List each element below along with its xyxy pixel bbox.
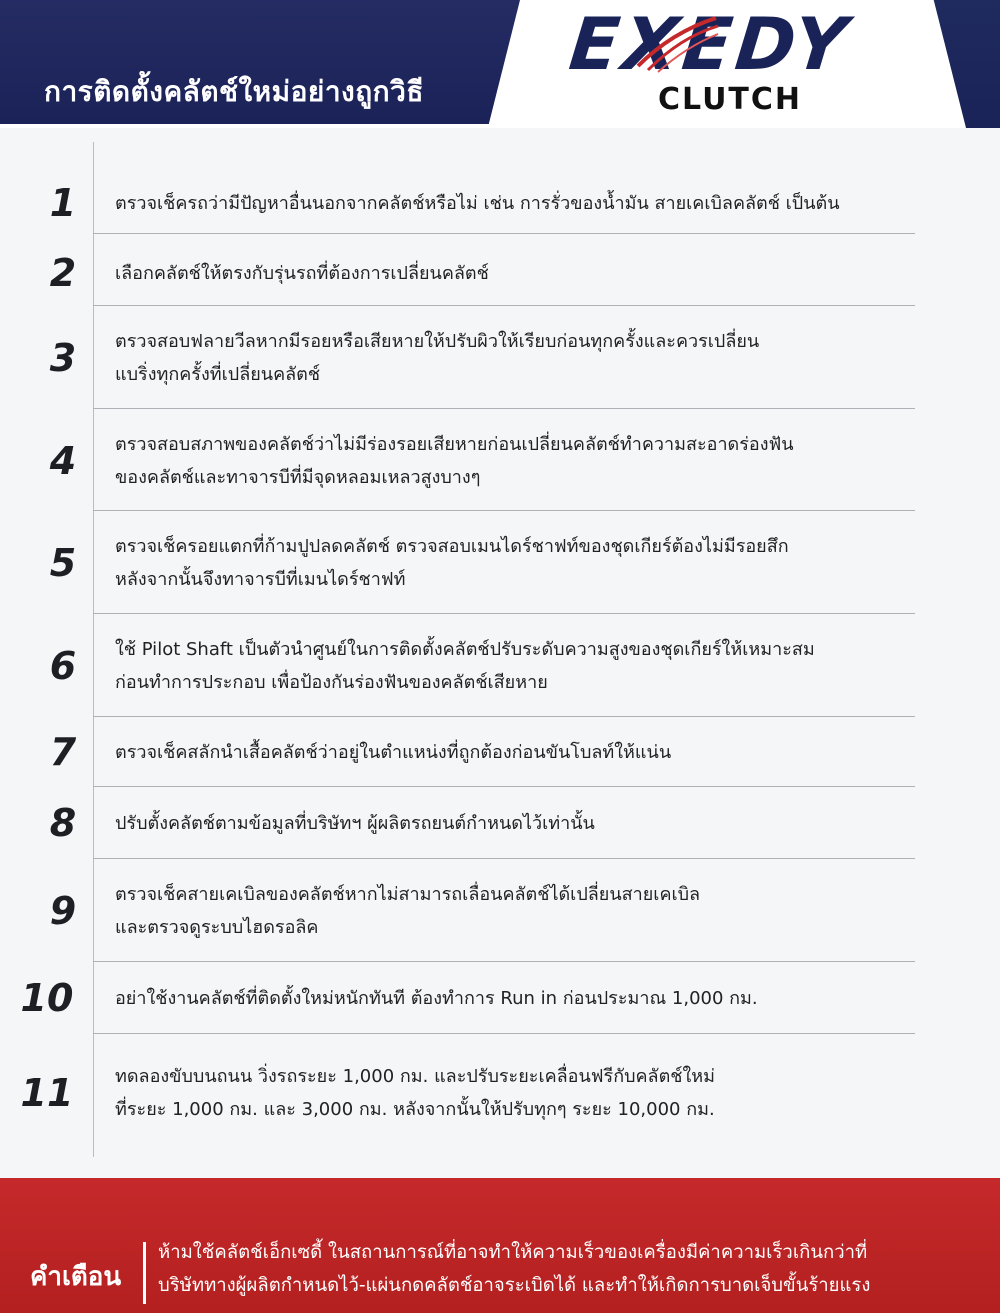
step-item [0,788,1000,858]
warning-text: ห้ามใช้คลัตช์เอ็กเซดี้ ในสถานการณ์ที่อาจทำให้ความเร็วของเครื่องมีค่าความเร็วเกินกว่าที่ บริษัททางผู้ผลิตกำหนดไว้-แผ่นกดคลัตช์อาจระเบิดได้ และทำให้เกิดการบาดเจ็บขั้นร้ายแรง [158,1242,871,1296]
exedy-logo [565,2,910,118]
step-item [0,240,1000,306]
step-text: อย่าใช้งานคลัตช์ที่ติดตั้งใหม่หนักทันที ต้องทำการ Run in ก่อนประมาณ 1,000 กม. [115,988,758,1009]
step-number: 11 [20,1071,74,1115]
step-item [0,170,1000,236]
step-number: 8 [49,801,77,845]
step-item [0,307,1000,409]
step-text: ตรวจเช็คสายเคเบิลของคลัตช์หากไม่สามารถเลื่อนคลัตช์ได้เปลี่ยนสายเคเบิล และตรวจดูระบบไฮดรอลิค [115,884,701,938]
step-separator [93,233,915,234]
step-text: ตรวจเช็ครอยแตกที่ก้ามปูปลดคลัตช์ ตรวจสอบเมนไดร์ชาฟท์ของชุดเกียร์ต้องไม่มีรอยสึก หลังจากนั้นจึงทาจารบีที่เมนไดร์ชาฟท์ [115,536,789,590]
step-number: 2 [49,251,77,295]
page-title: การติดตั้งคลัตช์ใหม่อย่างถูกวิธี [44,75,424,108]
step-number: 1 [49,181,77,225]
step-text: ตรวจเช็คสลักนำเสื้อคลัตช์ว่าอยู่ในตำแหน่งที่ถูกต้องก่อนขันโบลท์ให้แน่น [115,742,672,763]
step-separator [93,613,915,614]
step-item [0,615,1000,717]
step-item [0,860,1000,962]
step-separator [93,1033,915,1034]
warning-divider [143,1242,146,1304]
step-separator [93,716,915,717]
step-separator [93,305,915,306]
step-text: ทดลองขับบนถนน วิ่งรถระยะ 1,000 กม. และปรับระยะเคลื่อนฟรีกับคลัตช์ใหม่ ที่ระยะ 1,000 กม. และ 3,000 กม. หลังจากนั้นให้ปรับทุกๆ ระยะ 10,000 กม. [115,1066,716,1120]
logo-subtitle: CLUTCH [658,82,803,117]
step-number: 10 [20,976,74,1020]
step-separator [93,408,915,409]
step-text: ตรวจสอบฟลายวีลหากมีรอยหรือเสียหายให้ปรับผิวให้เรียบก่อนทุกครั้งและควรเปลี่ยน แบริ่งทุกครั้งที่เปลี่ยนคลัตช์ [115,331,760,385]
step-number: 5 [49,541,77,585]
step-separator [93,858,915,859]
step-number: 4 [49,439,77,483]
step-item [0,718,1000,786]
step-item [0,410,1000,512]
step-text: เลือกคลัตช์ให้ตรงกับรุ่นรถที่ต้องการเปลี่ยนคลัตช์ [115,263,489,284]
step-number: 6 [49,644,77,688]
step-item [0,1035,1000,1150]
step-number: 3 [49,336,77,380]
step-separator [93,510,915,511]
step-text: ตรวจเช็ครถว่ามีปัญหาอื่นนอกจากคลัตช์หรือไม่ เช่น การรั่วของน้ำมัน สายเคเบิลคลัตช์ เป็นต้น [115,193,840,214]
step-item [0,512,1000,614]
step-text: ตรวจสอบสภาพของคลัตช์ว่าไม่มีร่องรอยเสียหายก่อนเปลี่ยนคลัตช์ทำความสะอาดร่องฟัน ของคลัตช์และทาจารบีที่มีจุดหลอมเหลวสูงบางๆ [115,434,794,488]
warning-label: คำเตือน [30,1262,122,1292]
step-text: ปรับตั้งคลัตช์ตามข้อมูลที่บริษัทฯ ผู้ผลิตรถยนต์กำหนดไว้เท่านั้น [115,813,595,834]
logo-swoosh-icon [630,14,720,74]
warning-footer [0,1178,1000,1313]
step-number: 7 [49,730,77,774]
step-text: ใช้ Pilot Shaft เป็นตัวนำศูนย์ในการติดตั้งคลัตช์ปรับระดับความสูงของชุดเกียร์ให้เหมาะสม ก่อนทำการประกอบ เพื่อป้องกันร่องฟันของคลัตช์เสียหาย [115,639,815,693]
step-item [0,963,1000,1033]
step-separator [93,961,915,962]
logo-wordmark: EXEDY [565,2,855,86]
step-number: 9 [49,889,77,933]
step-separator [93,786,915,787]
